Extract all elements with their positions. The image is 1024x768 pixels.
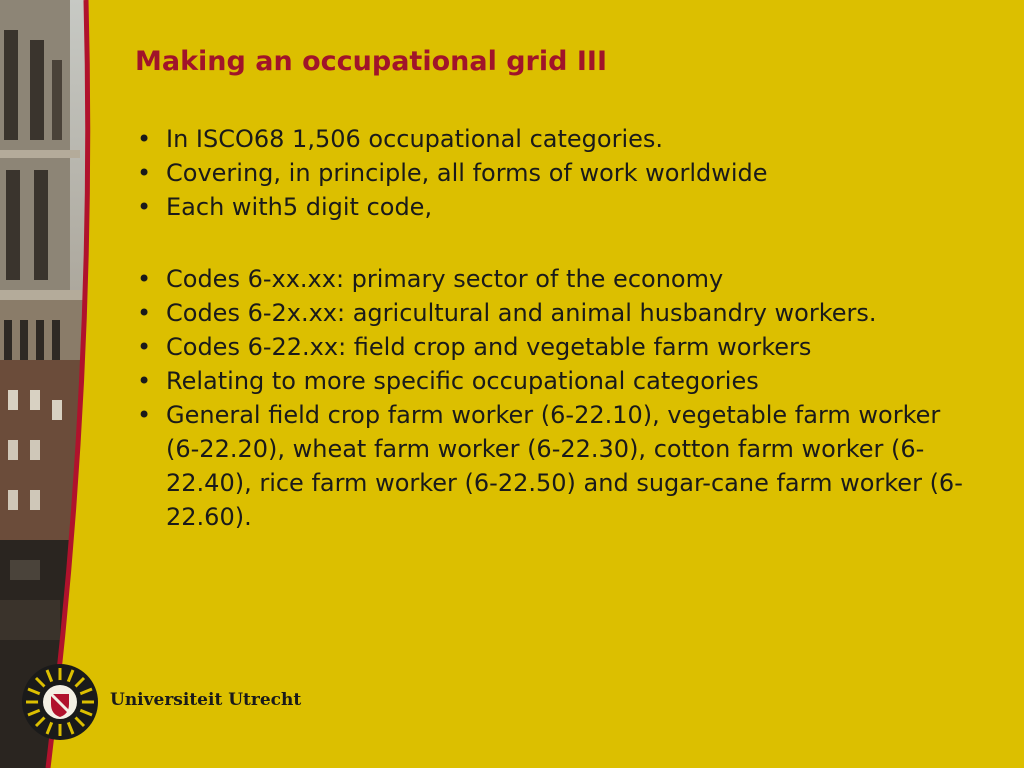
bullet-text: Codes 6-22.xx: field crop and vegetable farm workers — [166, 333, 812, 361]
bullet-text: Relating to more specific occupational categories — [166, 367, 759, 395]
bullet-dot-icon: • — [137, 299, 152, 327]
university-seal-icon — [20, 662, 100, 742]
bullet-item — [135, 122, 965, 156]
bullet-text: Codes 6-xx.xx: primary sector of the economy — [166, 265, 724, 293]
cathedral-photo — [0, 0, 110, 768]
bullet-text: General field crop farm worker (6-22.10), vegetable farm worker (6-22.20), wheat farm worker (6-22.30), cotton farm worker (6-22.40), rice farm worker (6-22.50) and sugar-cane farm worker (6-22.60). — [166, 401, 963, 531]
bullet-item — [135, 330, 965, 364]
bullet-item — [135, 364, 965, 398]
bullet-text: Codes 6-2x.xx: agricultural and animal husbandry workers. — [166, 299, 877, 327]
bullet-dot-icon: • — [137, 367, 152, 395]
bullet-dot-icon: • — [137, 125, 152, 153]
bullet-dot-icon: • — [137, 193, 152, 221]
bullet-text: Covering, in principle, all forms of work worldwide — [166, 159, 768, 187]
bullet-list — [135, 122, 965, 534]
bullet-item — [135, 190, 965, 224]
slide-title: Making an occupational grid III — [135, 46, 607, 77]
bullet-item — [135, 398, 965, 534]
bullet-text: Each with5 digit code, — [166, 193, 433, 221]
bullet-item — [135, 262, 965, 296]
bullet-item — [135, 156, 965, 190]
bullet-dot-icon: • — [137, 401, 152, 429]
bullet-text: In ISCO68 1,506 occupational categories. — [166, 125, 664, 153]
bullet-dot-icon: • — [137, 333, 152, 361]
university-name: Universiteit Utrecht — [110, 690, 302, 710]
bullet-item — [135, 296, 965, 330]
bullet-dot-icon: • — [137, 159, 152, 187]
bullet-dot-icon: • — [137, 265, 152, 293]
